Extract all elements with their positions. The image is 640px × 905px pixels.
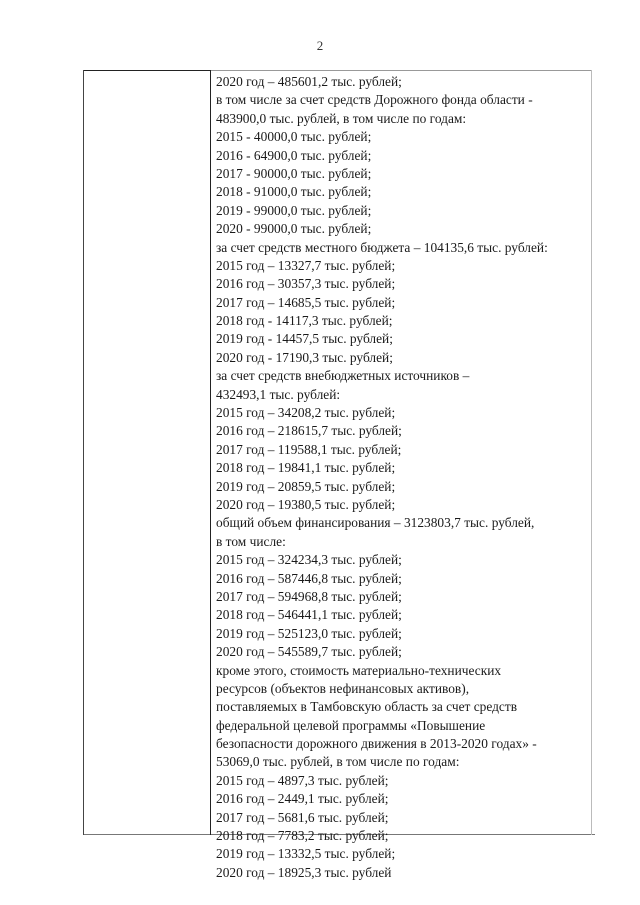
text-line: 2015 год – 13327,7 тыс. рублей; — [216, 257, 396, 273]
text-line: 2020 год – 545589,7 тыс. рублей; — [216, 644, 402, 660]
text-line: 2017 год – 14685,5 тыс. рублей; — [216, 294, 396, 310]
text-line: 2018 год - 14117,3 тыс. рублей; — [216, 313, 393, 329]
text-line: ресурсов (объектов нефинансовых активов), — [216, 680, 470, 696]
text-line: 2019 - 99000,0 тыс. рублей; — [216, 202, 372, 218]
text-line: 2017 год – 119588,1 тыс. рублей; — [216, 441, 402, 457]
text-line: 2016 - 64900,0 тыс. рублей; — [216, 147, 372, 163]
text-line: 2020 год – 19380,5 тыс. рублей; — [216, 496, 396, 512]
text-line: безопасности дорожного движения в 2013-2020 годах» - — [216, 736, 537, 752]
table-top-border-left — [83, 70, 211, 71]
text-line: за счет средств внебюджетных источников – — [216, 368, 470, 384]
text-line: федеральной целевой программы «Повышение — [216, 717, 486, 733]
text-line: 2019 год – 525123,0 тыс. рублей; — [216, 625, 402, 641]
text-line: 2017 - 90000,0 тыс. рублей; — [216, 165, 372, 181]
table-top-border-right — [211, 70, 591, 71]
text-line: в том числе: — [216, 533, 286, 549]
text-line: 2017 год – 594968,8 тыс. рублей; — [216, 588, 402, 604]
text-line: 2015 год – 324234,3 тыс. рублей; — [216, 552, 402, 568]
text-line: 2020 - 99000,0 тыс. рублей; — [216, 221, 372, 237]
text-line: 2018 год – 19841,1 тыс. рублей; — [216, 460, 396, 476]
text-line: 2020 год – 485601,2 тыс. рублей; — [216, 74, 402, 89]
text-line: 2017 год – 5681,6 тыс. рублей; — [216, 809, 389, 825]
text-line: 2015 год – 4897,3 тыс. рублей; — [216, 772, 389, 788]
page-number: 2 — [316, 38, 324, 53]
text-line: 2020 год – 18925,3 тыс. рублей — [216, 864, 392, 880]
text-line: 432493,1 тыс. рублей: — [216, 386, 341, 402]
text-line: 2018 год – 546441,1 тыс. рублей; — [216, 607, 402, 623]
text-line: за счет средств местного бюджета – 104135,6 тыс. рублей: — [216, 239, 548, 255]
text-line: 2019 год - 14457,5 тыс. рублей; — [216, 331, 393, 347]
text-line: 2016 год – 218615,7 тыс. рублей; — [216, 423, 402, 439]
text-line: 2016 год – 587446,8 тыс. рублей; — [216, 570, 402, 586]
text-line: 2020 год - 17190,3 тыс. рублей; — [216, 349, 393, 365]
text-line: 2016 год – 2449,1 тыс. рублей; — [216, 791, 389, 807]
text-line: 2018 год – 7783,2 тыс. рублей; — [216, 828, 389, 844]
text-line: 2019 год – 13332,5 тыс. рублей; — [216, 846, 396, 862]
text-line: общий объем финансирования – 3123803,7 тыс. рублей, — [216, 515, 535, 531]
text-line: 2019 год – 20859,5 тыс. рублей; — [216, 478, 396, 494]
text-line: 2015 - 40000,0 тыс. рублей; — [216, 129, 372, 145]
table-left-border — [83, 70, 84, 835]
text-line: 2016 год – 30357,3 тыс. рублей; — [216, 276, 396, 292]
text-line: кроме этого, стоимость материально-технических — [216, 662, 502, 678]
text-line: 53069,0 тыс. рублей, в том числе по годам: — [216, 754, 460, 770]
table-column-divider — [210, 70, 211, 835]
text-line: 483900,0 тыс. рублей, в том числе по годам: — [216, 110, 467, 126]
text-line: 2015 год – 34208,2 тыс. рублей; — [216, 405, 396, 421]
financing-text-column — [216, 73, 596, 882]
text-line: 2018 - 91000,0 тыс. рублей; — [216, 184, 372, 200]
text-line: в том числе за счет средств Дорожного фонда области - — [216, 92, 533, 108]
text-line: поставляемых в Тамбовскую область за счет средств — [216, 699, 518, 715]
